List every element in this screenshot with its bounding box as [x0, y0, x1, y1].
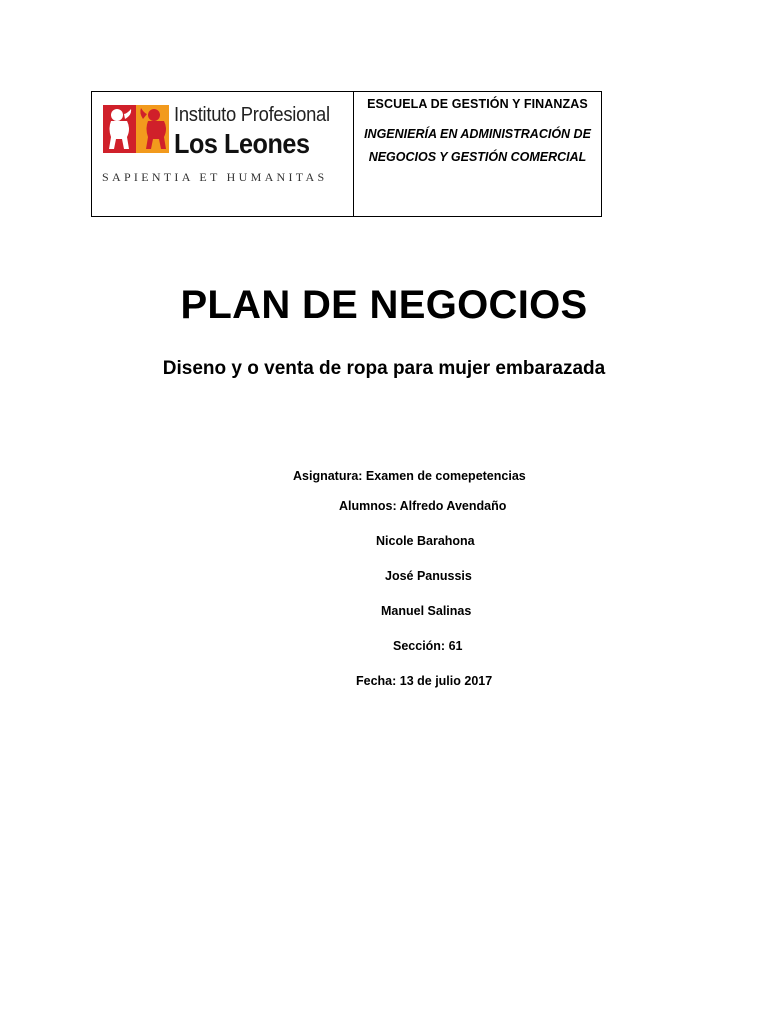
- school-name: ESCUELA DE GESTIÓN Y FINANZAS: [367, 97, 588, 111]
- alumnos-line: Alumnos: Alfredo Avendaño: [339, 499, 507, 513]
- section-line: Sección: 61: [393, 639, 463, 653]
- asignatura-line: Asignatura: Examen de comepetencias: [293, 469, 526, 483]
- logo-institution-text: Instituto Profesional: [174, 104, 330, 126]
- los-leones-logo-icon: [103, 105, 169, 153]
- program-line-1: INGENIERÍA EN ADMINISTRACIÓN DE: [364, 127, 591, 141]
- school-cell: [354, 92, 601, 216]
- program-line-2: NEGOCIOS Y GESTIÓN COMERCIAL: [368, 150, 587, 164]
- student-name: Manuel Salinas: [381, 604, 472, 618]
- student-name: José Panussis: [385, 569, 472, 583]
- logo-name-text: Los Leones: [174, 128, 310, 159]
- document-subtitle: Diseno y o venta de ropa para mujer embarazada: [162, 358, 606, 379]
- date-line: Fecha: 13 de julio 2017: [356, 674, 493, 688]
- student-name: Nicole Barahona: [376, 534, 475, 548]
- logo-motto: SAPIENTIA ET HUMANITAS: [102, 170, 328, 184]
- header-table: [91, 91, 602, 217]
- document-title: PLAN DE NEGOCIOS: [180, 283, 588, 327]
- logo-cell: [92, 92, 354, 216]
